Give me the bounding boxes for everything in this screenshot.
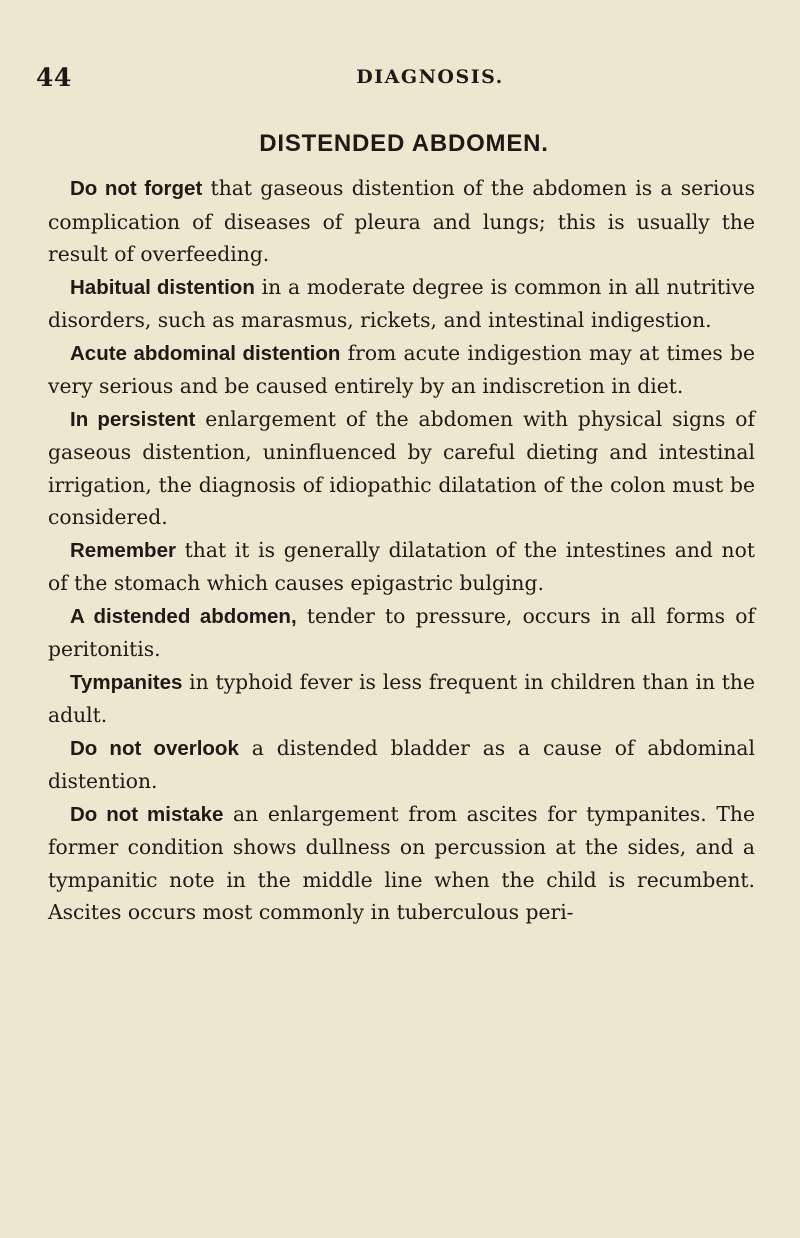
paragraph-text: that gaseous distention of the abdomen is a serious complication of diseases of pleura and lungs; this is usually the result of overfeeding. xyxy=(48,176,755,266)
paragraph-lead: Remember xyxy=(70,538,176,562)
page-number: 44 xyxy=(36,63,72,92)
paragraph-text: that it is generally dilatation of the intestines and not of the stomach which causes epigastric bulging. xyxy=(48,537,755,595)
paragraph-lead: Do not forget xyxy=(70,177,203,200)
paragraph xyxy=(48,600,755,666)
paragraph-text: tender to pressure, occurs in all forms of peritonitis. xyxy=(48,603,755,661)
section-title: DISTENDED ABDOMEN. xyxy=(259,130,549,157)
paragraph-lead: Acute abdominal distention xyxy=(70,341,341,365)
paragraph-lead: Habitual distention xyxy=(70,275,255,299)
paragraph-lead: A distended abdomen, xyxy=(70,604,297,628)
paragraph-text: a distended bladder as a cause of abdominal distention. xyxy=(48,735,755,793)
paragraph-text: an enlargement from ascites for tympanites. The former condition shows dullness on percussion at the sides, and a tympanitic note in the middle line when the child is recumbent. Ascites occurs most commonly in tuberculous peri- xyxy=(48,801,755,924)
paragraph-lead: Do not mistake xyxy=(70,802,224,826)
paragraph xyxy=(48,337,755,403)
running-title: DIAGNOSIS. xyxy=(356,66,504,88)
paragraph-text: in a moderate degree is common in all nutritive disorders, such as marasmus, rickets, and intestinal indigestion. xyxy=(48,274,755,332)
paragraph xyxy=(48,666,755,732)
paragraph-lead: Do not overlook xyxy=(70,736,239,760)
paragraph-text: in typhoid fever is less frequent in children than in the adult. xyxy=(48,669,755,727)
paragraph-lead: In persistent xyxy=(70,407,196,431)
body-text xyxy=(48,172,755,929)
paragraph-lead: Tympanites xyxy=(70,670,183,694)
paragraph-text: enlargement of the abdomen with physical signs of gaseous distention, uninfluenced by careful dieting and intestinal irrigation, the diagnosis of idiopathic dilatation of the colon must be considered. xyxy=(48,406,756,529)
paragraph xyxy=(48,798,755,929)
paragraph xyxy=(48,172,755,271)
paragraph xyxy=(48,403,755,534)
paragraph xyxy=(48,732,755,798)
running-head xyxy=(36,63,764,93)
paragraph xyxy=(48,271,755,337)
paragraph-text: from acute indigestion may at times be very serious and be caused entirely by an indiscretion in diet. xyxy=(48,340,755,398)
paragraph xyxy=(48,534,755,600)
